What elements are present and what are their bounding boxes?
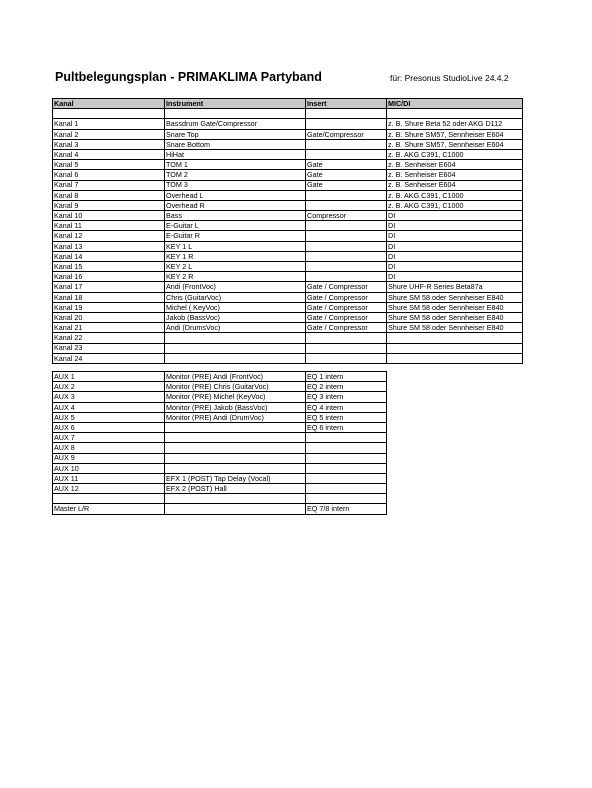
table-cell: AUX 8 — [53, 443, 165, 453]
table-cell: Kanal 7 — [53, 180, 165, 190]
table-cell: E-Guitar R — [165, 231, 306, 241]
table-cell: TOM 1 — [165, 160, 306, 170]
table-cell: Bassdrum Gate/Compressor — [165, 119, 306, 129]
table-cell: Shure SM 58 oder Sennheiser E840 — [387, 292, 523, 302]
table-cell — [306, 251, 387, 261]
table-cell — [165, 453, 306, 463]
table-cell: z. B. Senheiser E604 — [387, 180, 523, 190]
table-row — [53, 372, 387, 382]
table-cell: Gate/Compressor — [306, 129, 387, 139]
table-cell: E-Guitar L — [165, 221, 306, 231]
table-cell: DI — [387, 262, 523, 272]
table-cell — [306, 109, 387, 119]
table-cell: Gate / Compressor — [306, 282, 387, 292]
table-row — [53, 463, 387, 473]
table-row — [53, 190, 523, 200]
table-row — [53, 282, 523, 292]
table-cell: Jakob (BassVoc) — [165, 312, 306, 322]
table-cell: Kanal 3 — [53, 139, 165, 149]
table-row — [53, 433, 387, 443]
table-cell: Kanal 14 — [53, 251, 165, 261]
table-row — [53, 453, 387, 463]
table-cell: Kanal 23 — [53, 343, 165, 353]
channel-table — [52, 98, 523, 364]
table-cell — [306, 272, 387, 282]
table-cell: AUX 10 — [53, 463, 165, 473]
table-cell: Shure SM 58 oder Sennheiser E840 — [387, 312, 523, 322]
table-row — [53, 402, 387, 412]
table-cell — [53, 109, 165, 119]
table-cell: Shure UHF-R Series Beta87a — [387, 282, 523, 292]
table-cell — [306, 119, 387, 129]
table-row — [53, 221, 523, 231]
table-cell: Gate — [306, 180, 387, 190]
table-row — [53, 494, 387, 504]
table-cell: AUX 5 — [53, 412, 165, 422]
table-cell: Kanal 9 — [53, 200, 165, 210]
table-cell: KEY 2 R — [165, 272, 306, 282]
table-row — [53, 422, 387, 432]
table-cell — [53, 494, 165, 504]
table-row — [53, 251, 523, 261]
table-row — [53, 180, 523, 190]
table-cell — [306, 494, 387, 504]
table-cell: AUX 4 — [53, 402, 165, 412]
table-row — [53, 170, 523, 180]
table-cell: EQ 6 intern — [306, 422, 387, 432]
column-header-insert: Insert — [306, 99, 387, 109]
table-cell: Kanal 21 — [53, 323, 165, 333]
table-cell — [306, 433, 387, 443]
table-cell — [306, 473, 387, 483]
table-cell: Kanal 19 — [53, 302, 165, 312]
table-cell: Gate / Compressor — [306, 292, 387, 302]
table-cell — [306, 139, 387, 149]
table-cell: Gate / Compressor — [306, 312, 387, 322]
table-cell — [306, 453, 387, 463]
table-row — [53, 231, 523, 241]
table-cell: TOM 3 — [165, 180, 306, 190]
table-row — [53, 382, 387, 392]
table-cell: DI — [387, 272, 523, 282]
table-cell — [165, 504, 306, 514]
table-cell — [165, 494, 306, 504]
table-cell — [165, 333, 306, 343]
table-cell: Shure SM 58 oder Sennheiser E840 — [387, 323, 523, 333]
table-cell: EQ 4 intern — [306, 402, 387, 412]
table-row — [53, 443, 387, 453]
table-cell: Kanal 5 — [53, 160, 165, 170]
table-cell: DI — [387, 231, 523, 241]
table-cell: z. B. AKG C391, C1000 — [387, 190, 523, 200]
table-cell: EQ 2 intern — [306, 382, 387, 392]
table-cell: AUX 9 — [53, 453, 165, 463]
table-row — [53, 139, 523, 149]
page-subtitle: für: Presonus StudioLive 24.4.2 — [390, 73, 509, 83]
table-cell: EFX 2 (POST) Hall — [165, 484, 306, 494]
table-cell — [387, 353, 523, 363]
table-cell: HiHat — [165, 149, 306, 159]
table-cell: KEY 1 R — [165, 251, 306, 261]
table-cell: EQ 7/8 intern — [306, 504, 387, 514]
table-cell: z. B. Senheiser E604 — [387, 170, 523, 180]
table-cell: Monitor (PRE) Michel (KeyVoc) — [165, 392, 306, 402]
page-title: Pultbelegungsplan - PRIMAKLIMA Partyband — [55, 70, 322, 84]
table-cell — [387, 343, 523, 353]
table-cell — [165, 433, 306, 443]
table-cell — [165, 109, 306, 119]
table-cell: Gate / Compressor — [306, 302, 387, 312]
table-cell: Kanal 15 — [53, 262, 165, 272]
table-cell: z. B. Senheiser E604 — [387, 160, 523, 170]
table-cell: Monitor (PRE) Jakob (BassVoc) — [165, 402, 306, 412]
table-row — [53, 353, 523, 363]
table-cell: EFX 1 (POST) Tap Delay (Vocal) — [165, 473, 306, 483]
table-cell: DI — [387, 221, 523, 231]
table-cell: Overhead L — [165, 190, 306, 200]
table-row — [53, 160, 523, 170]
table-cell: Kanal 13 — [53, 241, 165, 251]
table-cell — [165, 422, 306, 432]
table-cell: Monitor (PRE) Chris (GuitarVoc) — [165, 382, 306, 392]
table-cell — [387, 109, 523, 119]
table-cell: z. B. Shure Beta 52 oder AKG D112 — [387, 119, 523, 129]
table-row — [53, 149, 523, 159]
table-cell: AUX 11 — [53, 473, 165, 483]
table-cell: Kanal 16 — [53, 272, 165, 282]
table-cell: Michel ( KeyVoc) — [165, 302, 306, 312]
table-cell: Kanal 10 — [53, 211, 165, 221]
table-row — [53, 129, 523, 139]
table-cell — [165, 353, 306, 363]
table-row — [53, 484, 387, 494]
table-row — [53, 473, 387, 483]
table-cell — [306, 200, 387, 210]
table-row — [53, 412, 387, 422]
table-cell: AUX 6 — [53, 422, 165, 432]
table-cell: DI — [387, 241, 523, 251]
aux-table — [52, 371, 387, 515]
channel-table-header — [53, 99, 523, 109]
column-header-mic-di: MIC/DI — [387, 99, 523, 109]
table-row — [53, 302, 523, 312]
table-cell: Andi (DrumsVoc) — [165, 323, 306, 333]
table-row — [53, 292, 523, 302]
table-cell — [306, 333, 387, 343]
table-cell: Kanal 18 — [53, 292, 165, 302]
table-cell: KEY 2 L — [165, 262, 306, 272]
column-header-kanal: Kanal — [53, 99, 165, 109]
table-row — [53, 392, 387, 402]
table-row — [53, 119, 523, 129]
table-cell: Kanal 24 — [53, 353, 165, 363]
table-cell: AUX 1 — [53, 372, 165, 382]
table-cell: Master L/R — [53, 504, 165, 514]
table-cell — [306, 231, 387, 241]
table-cell: EQ 3 intern — [306, 392, 387, 402]
table-cell: z. B. Shure SM57, Sennheiser E604 — [387, 139, 523, 149]
table-row — [53, 343, 523, 353]
table-cell: Kanal 20 — [53, 312, 165, 322]
table-cell: Gate — [306, 160, 387, 170]
table-cell — [306, 353, 387, 363]
table-cell — [165, 343, 306, 353]
table-cell: AUX 7 — [53, 433, 165, 443]
table-cell: Compressor — [306, 211, 387, 221]
table-row — [53, 333, 523, 343]
table-row — [53, 241, 523, 251]
table-cell — [306, 484, 387, 494]
table-row — [53, 109, 523, 119]
table-row — [53, 504, 387, 514]
table-cell — [306, 149, 387, 159]
table-cell — [306, 343, 387, 353]
table-cell: Snare Top — [165, 129, 306, 139]
table-cell — [306, 190, 387, 200]
table-cell: Overhead R — [165, 200, 306, 210]
table-cell — [306, 262, 387, 272]
table-row — [53, 272, 523, 282]
table-cell: Bass — [165, 211, 306, 221]
table-cell: Kanal 12 — [53, 231, 165, 241]
table-cell: Kanal 4 — [53, 149, 165, 159]
table-cell: DI — [387, 211, 523, 221]
table-cell: Monitor (PRE) Andi (FrontVoc) — [165, 372, 306, 382]
table-cell: DI — [387, 251, 523, 261]
table-cell: Kanal 11 — [53, 221, 165, 231]
table-cell: TOM 2 — [165, 170, 306, 180]
table-cell: EQ 1 intern — [306, 372, 387, 382]
table-cell: z. B. AKG C391, C1000 — [387, 149, 523, 159]
table-cell — [165, 463, 306, 473]
table-cell: Kanal 17 — [53, 282, 165, 292]
table-row — [53, 312, 523, 322]
table-cell: Kanal 1 — [53, 119, 165, 129]
table-cell: z. B. AKG C391, C1000 — [387, 200, 523, 210]
table-row — [53, 211, 523, 221]
table-cell: AUX 2 — [53, 382, 165, 392]
table-cell — [387, 333, 523, 343]
table-cell — [306, 241, 387, 251]
table-row — [53, 200, 523, 210]
table-cell: Chris (GuitarVoc) — [165, 292, 306, 302]
table-cell: Gate / Compressor — [306, 323, 387, 333]
table-cell: AUX 12 — [53, 484, 165, 494]
table-cell: Gate — [306, 170, 387, 180]
table-cell: Kanal 22 — [53, 333, 165, 343]
table-cell: KEY 1 L — [165, 241, 306, 251]
column-header-instrument: Instrument — [165, 99, 306, 109]
table-cell: EQ 5 intern — [306, 412, 387, 422]
table-cell: z. B. Shure SM57, Sennheiser E604 — [387, 129, 523, 139]
table-cell: Kanal 8 — [53, 190, 165, 200]
table-cell: AUX 3 — [53, 392, 165, 402]
table-row — [53, 323, 523, 333]
table-cell: Monitor (PRE) Andi (DrumVoc) — [165, 412, 306, 422]
table-cell: Shure SM 58 oder Sennheiser E840 — [387, 302, 523, 312]
table-cell — [306, 463, 387, 473]
table-cell: Andi (FrontVoc) — [165, 282, 306, 292]
table-cell — [306, 221, 387, 231]
table-cell — [165, 443, 306, 453]
table-cell: Snare Bottom — [165, 139, 306, 149]
table-row — [53, 262, 523, 272]
table-cell — [306, 443, 387, 453]
table-cell: Kanal 2 — [53, 129, 165, 139]
table-cell: Kanal 6 — [53, 170, 165, 180]
